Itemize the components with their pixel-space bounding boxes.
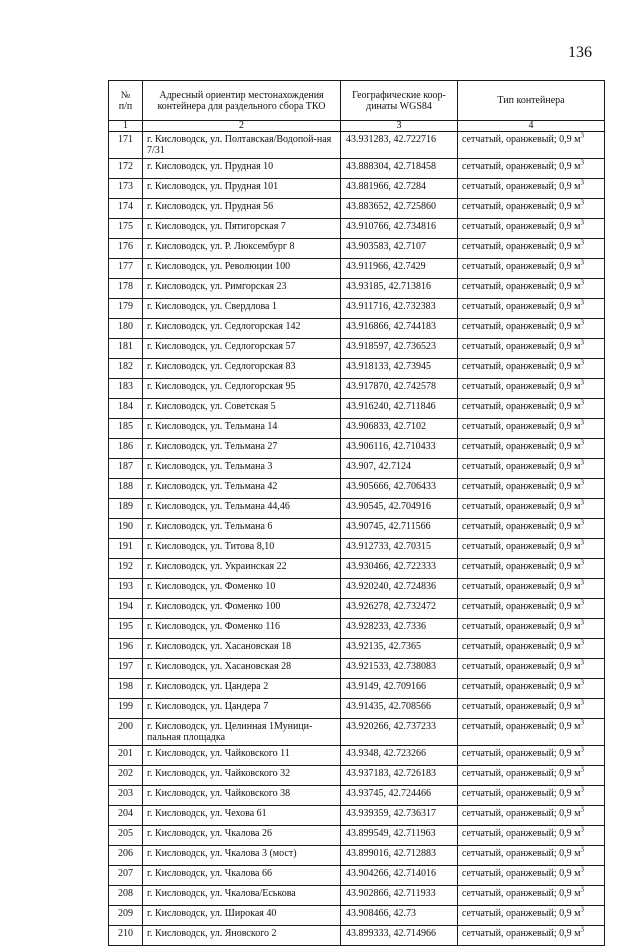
container-type-text: сетчатый, оранжевый; 0,9 м — [462, 361, 581, 372]
container-type-text: сетчатый, оранжевый; 0,9 м — [462, 301, 581, 312]
table-row — [109, 479, 605, 499]
address-cell: г. Кисловодск, ул. Фоменко 10 — [143, 579, 341, 599]
address-cell: г. Кисловодск, ул. Титова 8,10 — [143, 539, 341, 559]
row-number: 210 — [109, 926, 143, 946]
table-header-row — [109, 81, 605, 121]
container-type-text: сетчатый, оранжевый; 0,9 м — [462, 661, 581, 672]
container-type-text: сетчатый, оранжевый; 0,9 м — [462, 768, 581, 779]
address-cell: г. Кисловодск, ул. Полтавская/Водопой-ная 7/31 — [143, 132, 341, 159]
address-cell: г. Кисловодск, ул. Чкалова/Еськова — [143, 886, 341, 906]
table-row — [109, 679, 605, 699]
coordinates-cell: 43.911716, 42.732383 — [341, 299, 458, 319]
table-row — [109, 439, 605, 459]
table-row — [109, 199, 605, 219]
table-row — [109, 786, 605, 806]
row-number: 209 — [109, 906, 143, 926]
row-number: 171 — [109, 132, 143, 159]
cubic-superscript: 3 — [580, 418, 584, 427]
row-number: 175 — [109, 219, 143, 239]
container-type-cell — [458, 826, 605, 846]
row-number: 193 — [109, 579, 143, 599]
table-row — [109, 399, 605, 419]
cubic-superscript: 3 — [580, 238, 584, 247]
column-number: 3 — [341, 121, 458, 132]
coordinates-cell: 43.910766, 42.734816 — [341, 219, 458, 239]
address-cell: г. Кисловодск, ул. Фоменко 100 — [143, 599, 341, 619]
container-type-text: сетчатый, оранжевый; 0,9 м — [462, 868, 581, 879]
row-number: 198 — [109, 679, 143, 699]
container-type-cell — [458, 906, 605, 926]
container-type-text: сетчатый, оранжевый; 0,9 м — [462, 341, 581, 352]
cubic-superscript: 3 — [580, 638, 584, 647]
container-type-text: сетчатый, оранжевый; 0,9 м — [462, 161, 581, 172]
coordinates-cell: 43.904266, 42.714016 — [341, 866, 458, 886]
coordinates-cell: 43.928233, 42.7336 — [341, 619, 458, 639]
container-locations-table — [108, 80, 605, 946]
container-type-cell — [458, 479, 605, 499]
row-number: 195 — [109, 619, 143, 639]
container-type-text: сетчатый, оранжевый; 0,9 м — [462, 501, 581, 512]
cubic-superscript: 3 — [580, 318, 584, 327]
container-type-cell — [458, 499, 605, 519]
row-number: 200 — [109, 719, 143, 746]
container-type-cell — [458, 926, 605, 946]
coordinates-cell: 43.90745, 42.711566 — [341, 519, 458, 539]
table-row — [109, 419, 605, 439]
address-cell: г. Кисловодск, ул. Цандера 7 — [143, 699, 341, 719]
container-type-cell — [458, 559, 605, 579]
table-row — [109, 826, 605, 846]
row-number: 203 — [109, 786, 143, 806]
address-cell: г. Кисловодск, ул. Седлогорская 83 — [143, 359, 341, 379]
header-number: № п/п — [109, 81, 143, 121]
cubic-superscript: 3 — [580, 558, 584, 567]
coordinates-cell: 43.90545, 42.704916 — [341, 499, 458, 519]
column-number: 4 — [458, 121, 605, 132]
coordinates-cell: 43.93745, 42.724466 — [341, 786, 458, 806]
coordinates-cell: 43.920240, 42.724836 — [341, 579, 458, 599]
row-number: 191 — [109, 539, 143, 559]
coordinates-cell: 43.9149, 42.709166 — [341, 679, 458, 699]
container-type-cell — [458, 159, 605, 179]
address-cell: г. Кисловодск, ул. Прудная 101 — [143, 179, 341, 199]
address-cell: г. Кисловодск, ул. Яновского 2 — [143, 926, 341, 946]
coordinates-cell: 43.907, 42.7124 — [341, 459, 458, 479]
container-type-cell — [458, 259, 605, 279]
row-number: 207 — [109, 866, 143, 886]
container-type-text: сетчатый, оранжевый; 0,9 м — [462, 621, 581, 632]
coordinates-cell: 43.92135, 42.7365 — [341, 639, 458, 659]
cubic-superscript: 3 — [580, 158, 584, 167]
cubic-superscript: 3 — [580, 925, 584, 934]
address-cell: г. Кисловодск, ул. Тельмана 6 — [143, 519, 341, 539]
address-cell: г. Кисловодск, ул. Чайковского 11 — [143, 746, 341, 766]
coordinates-cell: 43.918133, 42.73945 — [341, 359, 458, 379]
table-row — [109, 906, 605, 926]
container-type-text: сетчатый, оранжевый; 0,9 м — [462, 701, 581, 712]
container-type-text: сетчатый, оранжевый; 0,9 м — [462, 908, 581, 919]
container-type-text: сетчатый, оранжевый; 0,9 м — [462, 401, 581, 412]
table-row — [109, 659, 605, 679]
container-type-cell — [458, 419, 605, 439]
table-row — [109, 359, 605, 379]
table-row — [109, 339, 605, 359]
address-cell: г. Кисловодск, ул. Тельмана 44,46 — [143, 499, 341, 519]
table-row — [109, 132, 605, 159]
coordinates-cell: 43.912733, 42.70315 — [341, 539, 458, 559]
table-row — [109, 319, 605, 339]
container-type-text: сетчатый, оранжевый; 0,9 м — [462, 481, 581, 492]
address-cell: г. Кисловодск, ул. Римгорская 23 — [143, 279, 341, 299]
cubic-superscript: 3 — [580, 578, 584, 587]
header-container-type: Тип контейнера — [458, 81, 605, 121]
cubic-superscript: 3 — [580, 131, 584, 140]
container-type-cell — [458, 132, 605, 159]
container-type-cell — [458, 299, 605, 319]
container-table-wrapper — [108, 80, 604, 946]
container-type-text: сетчатый, оранжевый; 0,9 м — [462, 641, 581, 652]
cubic-superscript: 3 — [580, 498, 584, 507]
address-cell: г. Кисловодск, ул. Чкалова 3 (мост) — [143, 846, 341, 866]
table-row — [109, 599, 605, 619]
table-row — [109, 539, 605, 559]
table-row — [109, 639, 605, 659]
address-cell: г. Кисловодск, ул. Широкая 40 — [143, 906, 341, 926]
coordinates-cell: 43.899016, 42.712883 — [341, 846, 458, 866]
container-type-text: сетчатый, оранжевый; 0,9 м — [462, 721, 581, 732]
row-number: 174 — [109, 199, 143, 219]
row-number: 187 — [109, 459, 143, 479]
cubic-superscript: 3 — [580, 745, 584, 754]
address-cell: г. Кисловодск, ул. Свердлова 1 — [143, 299, 341, 319]
container-type-cell — [458, 239, 605, 259]
cubic-superscript: 3 — [580, 518, 584, 527]
table-row — [109, 619, 605, 639]
table-row — [109, 719, 605, 746]
address-cell: г. Кисловодск, ул. Цандера 2 — [143, 679, 341, 699]
table-row — [109, 886, 605, 906]
container-type-cell — [458, 639, 605, 659]
address-cell: г. Кисловодск, ул. Прудная 10 — [143, 159, 341, 179]
row-number: 202 — [109, 766, 143, 786]
container-type-cell — [458, 439, 605, 459]
header-coordinates: Географические коор- динаты WGS84 — [341, 81, 458, 121]
cubic-superscript: 3 — [580, 598, 584, 607]
address-cell: г. Кисловодск, ул. Тельмана 27 — [143, 439, 341, 459]
address-cell: г. Кисловодск, ул. Тельмана 3 — [143, 459, 341, 479]
container-type-text: сетчатый, оранжевый; 0,9 м — [462, 181, 581, 192]
row-number: 189 — [109, 499, 143, 519]
cubic-superscript: 3 — [580, 765, 584, 774]
cubic-superscript: 3 — [580, 278, 584, 287]
table-row — [109, 279, 605, 299]
address-cell: г. Кисловодск, ул. Пятигорская 7 — [143, 219, 341, 239]
container-type-cell — [458, 339, 605, 359]
container-type-cell — [458, 399, 605, 419]
row-number: 178 — [109, 279, 143, 299]
cubic-superscript: 3 — [580, 538, 584, 547]
cubic-superscript: 3 — [580, 218, 584, 227]
table-row — [109, 259, 605, 279]
cubic-superscript: 3 — [580, 825, 584, 834]
page-number: 136 — [568, 44, 592, 61]
cubic-superscript: 3 — [580, 885, 584, 894]
coordinates-cell: 43.91435, 42.708566 — [341, 699, 458, 719]
container-type-text: сетчатый, оранжевый; 0,9 м — [462, 441, 581, 452]
row-number: 194 — [109, 599, 143, 619]
row-number: 205 — [109, 826, 143, 846]
coordinates-cell: 43.921533, 42.738083 — [341, 659, 458, 679]
cubic-superscript: 3 — [580, 698, 584, 707]
table-row — [109, 219, 605, 239]
row-number: 204 — [109, 806, 143, 826]
coordinates-cell: 43.917870, 42.742578 — [341, 379, 458, 399]
cubic-superscript: 3 — [580, 458, 584, 467]
container-type-cell — [458, 539, 605, 559]
coordinates-cell: 43.883652, 42.725860 — [341, 199, 458, 219]
address-cell: г. Кисловодск, ул. Чайковского 32 — [143, 766, 341, 786]
container-type-cell — [458, 179, 605, 199]
container-type-cell — [458, 379, 605, 399]
row-number: 197 — [109, 659, 143, 679]
column-number: 1 — [109, 121, 143, 132]
container-type-cell — [458, 199, 605, 219]
address-cell: г. Кисловодск, ул. Фоменко 116 — [143, 619, 341, 639]
row-number: 172 — [109, 159, 143, 179]
row-number: 206 — [109, 846, 143, 866]
container-type-text: сетчатый, оранжевый; 0,9 м — [462, 561, 581, 572]
container-type-cell — [458, 766, 605, 786]
container-type-cell — [458, 866, 605, 886]
row-number: 184 — [109, 399, 143, 419]
column-number: 2 — [143, 121, 341, 132]
row-number: 179 — [109, 299, 143, 319]
coordinates-cell: 43.930466, 42.722333 — [341, 559, 458, 579]
address-cell: г. Кисловодск, ул. Хасановская 18 — [143, 639, 341, 659]
address-cell: г. Кисловодск, ул. Революции 100 — [143, 259, 341, 279]
table-row — [109, 179, 605, 199]
table-row — [109, 519, 605, 539]
cubic-superscript: 3 — [580, 845, 584, 854]
container-type-cell — [458, 679, 605, 699]
row-number: 180 — [109, 319, 143, 339]
address-cell: г. Кисловодск, ул. Прудная 56 — [143, 199, 341, 219]
container-type-cell — [458, 746, 605, 766]
container-type-cell — [458, 786, 605, 806]
table-row — [109, 926, 605, 946]
container-type-cell — [458, 319, 605, 339]
container-type-text: сетчатый, оранжевый; 0,9 м — [462, 134, 581, 145]
coordinates-cell: 43.937183, 42.726183 — [341, 766, 458, 786]
container-type-cell — [458, 279, 605, 299]
container-type-text: сетчатый, оранжевый; 0,9 м — [462, 828, 581, 839]
cubic-superscript: 3 — [580, 805, 584, 814]
table-row — [109, 459, 605, 479]
cubic-superscript: 3 — [580, 398, 584, 407]
table-row — [109, 239, 605, 259]
cubic-superscript: 3 — [580, 178, 584, 187]
container-type-text: сетчатый, оранжевый; 0,9 м — [462, 421, 581, 432]
container-type-text: сетчатый, оранжевый; 0,9 м — [462, 928, 581, 939]
row-number: 182 — [109, 359, 143, 379]
container-type-cell — [458, 459, 605, 479]
address-cell: г. Кисловодск, ул. Р. Люксембург 8 — [143, 239, 341, 259]
container-type-cell — [458, 599, 605, 619]
coordinates-cell: 43.905666, 42.706433 — [341, 479, 458, 499]
container-type-cell — [458, 519, 605, 539]
container-type-cell — [458, 719, 605, 746]
table-row — [109, 746, 605, 766]
row-number: 192 — [109, 559, 143, 579]
address-cell: г. Кисловодск, ул. Тельмана 42 — [143, 479, 341, 499]
header-address: Адресный ориентир местонахождения контейнера для раздельного сбора ТКО — [143, 81, 341, 121]
column-number-row — [109, 121, 605, 132]
table-row — [109, 379, 605, 399]
cubic-superscript: 3 — [580, 338, 584, 347]
coordinates-cell: 43.899549, 42.711963 — [341, 826, 458, 846]
container-type-cell — [458, 219, 605, 239]
cubic-superscript: 3 — [580, 438, 584, 447]
cubic-superscript: 3 — [580, 618, 584, 627]
container-type-text: сетчатый, оранжевый; 0,9 м — [462, 541, 581, 552]
container-type-cell — [458, 359, 605, 379]
row-number: 185 — [109, 419, 143, 439]
row-number: 199 — [109, 699, 143, 719]
container-type-text: сетчатый, оранжевый; 0,9 м — [462, 748, 581, 759]
cubic-superscript: 3 — [580, 378, 584, 387]
row-number: 177 — [109, 259, 143, 279]
row-number: 183 — [109, 379, 143, 399]
coordinates-cell: 43.906116, 42.710433 — [341, 439, 458, 459]
container-type-text: сетчатый, оранжевый; 0,9 м — [462, 321, 581, 332]
coordinates-cell: 43.926278, 42.732472 — [341, 599, 458, 619]
container-type-text: сетчатый, оранжевый; 0,9 м — [462, 201, 581, 212]
coordinates-cell: 43.939359, 42.736317 — [341, 806, 458, 826]
cubic-superscript: 3 — [580, 258, 584, 267]
row-number: 196 — [109, 639, 143, 659]
coordinates-cell: 43.881966, 42.7284 — [341, 179, 458, 199]
address-cell: г. Кисловодск, ул. Целинная 1Муници-пальная площадка — [143, 719, 341, 746]
table-row — [109, 159, 605, 179]
container-type-text: сетчатый, оранжевый; 0,9 м — [462, 601, 581, 612]
row-number: 181 — [109, 339, 143, 359]
container-type-text: сетчатый, оранжевый; 0,9 м — [462, 261, 581, 272]
coordinates-cell: 43.931283, 42.722716 — [341, 132, 458, 159]
row-number: 190 — [109, 519, 143, 539]
coordinates-cell: 43.916240, 42.711846 — [341, 399, 458, 419]
coordinates-cell: 43.9348, 42.723266 — [341, 746, 458, 766]
coordinates-cell: 43.916866, 42.744183 — [341, 319, 458, 339]
table-row — [109, 579, 605, 599]
container-type-text: сетчатый, оранжевый; 0,9 м — [462, 788, 581, 799]
table-row — [109, 766, 605, 786]
container-type-text: сетчатый, оранжевый; 0,9 м — [462, 808, 581, 819]
address-cell: г. Кисловодск, ул. Тельмана 14 — [143, 419, 341, 439]
row-number: 173 — [109, 179, 143, 199]
address-cell: г. Кисловодск, ул. Седлогорская 95 — [143, 379, 341, 399]
address-cell: г. Кисловодск, ул. Украинская 22 — [143, 559, 341, 579]
coordinates-cell: 43.899333, 42.714966 — [341, 926, 458, 946]
container-type-text: сетчатый, оранжевый; 0,9 м — [462, 281, 581, 292]
cubic-superscript: 3 — [580, 718, 584, 727]
container-type-text: сетчатый, оранжевый; 0,9 м — [462, 848, 581, 859]
container-type-text: сетчатый, оранжевый; 0,9 м — [462, 581, 581, 592]
cubic-superscript: 3 — [580, 905, 584, 914]
container-type-text: сетчатый, оранжевый; 0,9 м — [462, 461, 581, 472]
container-type-text: сетчатый, оранжевый; 0,9 м — [462, 521, 581, 532]
row-number: 208 — [109, 886, 143, 906]
coordinates-cell: 43.920266, 42.737233 — [341, 719, 458, 746]
coordinates-cell: 43.908466, 42.73 — [341, 906, 458, 926]
table-row — [109, 499, 605, 519]
table-row — [109, 699, 605, 719]
cubic-superscript: 3 — [580, 478, 584, 487]
table-body — [109, 132, 605, 946]
cubic-superscript: 3 — [580, 678, 584, 687]
coordinates-cell: 43.903583, 42.7107 — [341, 239, 458, 259]
container-type-cell — [458, 579, 605, 599]
address-cell: г. Кисловодск, ул. Чкалова 66 — [143, 866, 341, 886]
cubic-superscript: 3 — [580, 865, 584, 874]
address-cell: г. Кисловодск, ул. Хасановская 28 — [143, 659, 341, 679]
coordinates-cell: 43.93185, 42.713816 — [341, 279, 458, 299]
container-type-cell — [458, 699, 605, 719]
container-type-text: сетчатый, оранжевый; 0,9 м — [462, 241, 581, 252]
address-cell: г. Кисловодск, ул. Чайковского 38 — [143, 786, 341, 806]
container-type-cell — [458, 886, 605, 906]
coordinates-cell: 43.902866, 42.711933 — [341, 886, 458, 906]
cubic-superscript: 3 — [580, 785, 584, 794]
container-type-text: сетчатый, оранжевый; 0,9 м — [462, 888, 581, 899]
address-cell: г. Кисловодск, ул. Седлогорская 142 — [143, 319, 341, 339]
address-cell: г. Кисловодск, ул. Советская 5 — [143, 399, 341, 419]
address-cell: г. Кисловодск, ул. Чкалова 26 — [143, 826, 341, 846]
table-row — [109, 299, 605, 319]
table-row — [109, 866, 605, 886]
container-type-cell — [458, 659, 605, 679]
cubic-superscript: 3 — [580, 658, 584, 667]
address-cell: г. Кисловодск, ул. Седлогорская 57 — [143, 339, 341, 359]
coordinates-cell: 43.918597, 42.736523 — [341, 339, 458, 359]
container-type-cell — [458, 619, 605, 639]
table-row — [109, 846, 605, 866]
address-cell: г. Кисловодск, ул. Чехова 61 — [143, 806, 341, 826]
container-type-text: сетчатый, оранжевый; 0,9 м — [462, 381, 581, 392]
container-type-text: сетчатый, оранжевый; 0,9 м — [462, 681, 581, 692]
row-number: 176 — [109, 239, 143, 259]
coordinates-cell: 43.906833, 42.7102 — [341, 419, 458, 439]
container-type-cell — [458, 806, 605, 826]
coordinates-cell: 43.888304, 42.718458 — [341, 159, 458, 179]
container-type-cell — [458, 846, 605, 866]
container-type-text: сетчатый, оранжевый; 0,9 м — [462, 221, 581, 232]
row-number: 186 — [109, 439, 143, 459]
table-row — [109, 559, 605, 579]
row-number: 188 — [109, 479, 143, 499]
cubic-superscript: 3 — [580, 358, 584, 367]
cubic-superscript: 3 — [580, 198, 584, 207]
cubic-superscript: 3 — [580, 298, 584, 307]
row-number: 201 — [109, 746, 143, 766]
table-row — [109, 806, 605, 826]
coordinates-cell: 43.911966, 42.7429 — [341, 259, 458, 279]
